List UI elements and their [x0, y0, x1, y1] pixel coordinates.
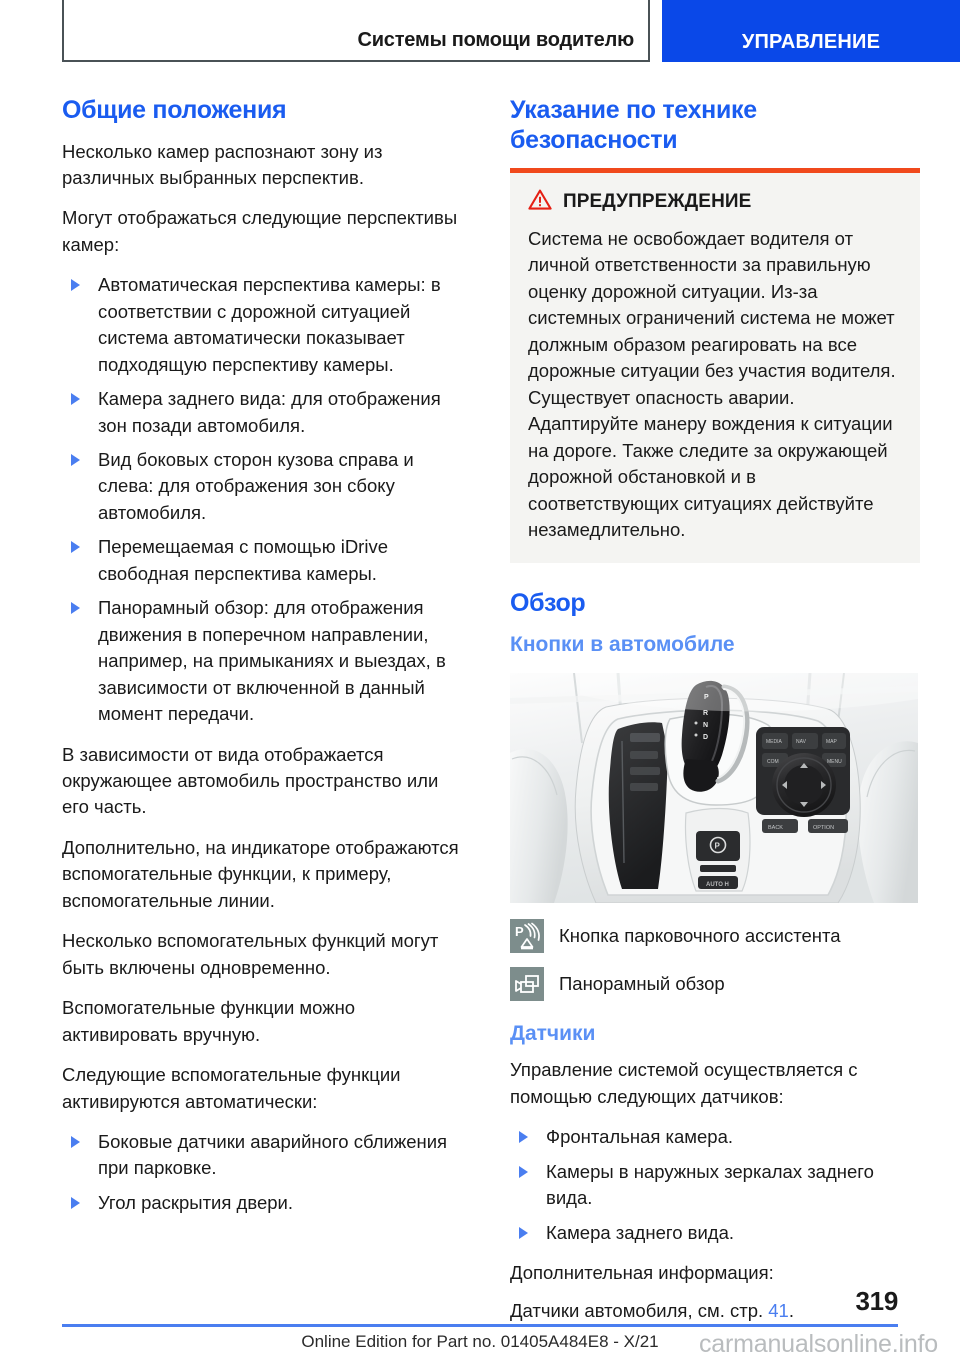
section-heading-safety: Указание по технике безопасности: [510, 96, 757, 154]
list-item: [510, 1124, 910, 1150]
list-item: [62, 447, 462, 526]
panorama-view-icon: [510, 967, 544, 1001]
list-item: [62, 595, 462, 727]
svg-text:P: P: [714, 841, 720, 851]
right-column: [510, 96, 910, 1339]
section-tab-label: УПРАВЛЕНИЕ: [741, 31, 881, 53]
section-heading-overview: Обзор: [510, 589, 586, 618]
paragraph-2: Могут отображаться следующие перспективы камер:: [62, 207, 458, 255]
section-heading-general: Общие положения: [62, 96, 287, 124]
cross-reference-text: Датчики автомобиля, см. стр.: [510, 1300, 769, 1322]
list-item-label: Вид боковых сторон кузова справа и слева: для отображения зон сбоку автомобиля.: [98, 449, 414, 523]
svg-text:P: P: [515, 924, 524, 940]
list-item: [510, 1220, 910, 1246]
warning-box: [510, 168, 920, 563]
paragraph-1: Несколько камер распознают зону из различных выбранных перспектив.: [62, 140, 383, 188]
triangle-bullet-icon: [519, 1227, 528, 1239]
parking-assistant-icon: [510, 919, 544, 953]
chapter-title: Системы помощи водителю: [357, 29, 634, 51]
left-column: [62, 96, 462, 1230]
svg-text:P: P: [704, 694, 709, 702]
list-item-label: Камера заднего вида.: [546, 1221, 735, 1243]
legend-label: Панорамный обзор: [559, 972, 725, 994]
footer-rule: [62, 1324, 898, 1327]
svg-text:OPTION: OPTION: [813, 825, 835, 832]
svg-text:AUTO H: AUTO H: [706, 882, 729, 889]
triangle-bullet-icon: [519, 1131, 528, 1143]
list-item: [62, 1129, 462, 1182]
watermark: carmanualsonline.info: [698, 1330, 938, 1358]
warning-body: Система не освобождает водителя от личной ответственности за правильную оценку дорожной ситуации. Из-за системных ограничений система не может должным образом реагировать на все дорожные ситуации без участия водителя. Существует опасность аварии. Адаптируйте манеру вождения к ситуации на дороге. Также следите за окружающей дорожной обстановкой и в соответствующих ситуациях действуйте незамедлительно.: [528, 228, 896, 540]
page-header: [0, 0, 960, 64]
page-number: 319: [855, 1286, 898, 1316]
svg-text:N: N: [703, 722, 709, 730]
warning-title: ПРЕДУПРЕЖДЕНИЕ: [563, 191, 752, 212]
warning-triangle-icon: [528, 189, 552, 215]
subsection-heading-buttons: Кнопки в автомобиле: [510, 632, 735, 656]
list-item: [510, 1159, 910, 1212]
paragraph-6: Вспомогательные функции можно активировать вручную.: [62, 997, 356, 1045]
more-info-label: Дополнительная информация:: [510, 1262, 774, 1284]
center-console-photo: [510, 673, 918, 903]
svg-text:COM: COM: [767, 759, 779, 766]
photo-legend: [510, 919, 910, 1001]
list-item-label: Камеры в наружных зеркалах заднего вида.: [546, 1160, 874, 1209]
subsection-heading-sensors: Датчики: [510, 1022, 596, 1046]
triangle-bullet-icon: [71, 279, 80, 291]
triangle-bullet-icon: [71, 454, 80, 466]
edition-note: Online Edition for Part no. 01405A484E8 - X/21: [301, 1332, 659, 1351]
paragraph-3: В зависимости от вида отображается окружающее автомобиль пространство или его часть.: [62, 743, 439, 818]
svg-text:MEDIA: MEDIA: [766, 739, 782, 746]
list-item-label: Автоматическая перспектива камеры: в соответствии с дорожной ситуацией система автоматически показывает подходящую перспективу камеры.: [98, 274, 441, 375]
triangle-bullet-icon: [71, 393, 80, 405]
sensors-intro: Управление системой осуществляется с помощью следующих датчиков:: [510, 1059, 858, 1107]
page-footer: [0, 1286, 960, 1362]
list-item-label: Перемещаемая с помощью iDrive свободная перспектива камеры.: [98, 536, 388, 584]
paragraph-5: Несколько вспомогательных функций могут быть включены одновременно.: [62, 930, 439, 978]
list-item-label: Угол раскрытия двери.: [98, 1191, 294, 1213]
triangle-bullet-icon: [71, 1136, 80, 1148]
chapter-title-box: [62, 0, 650, 62]
legend-label: Кнопка парковочного ассистента: [559, 924, 841, 946]
legend-row-parking-assistant: [510, 919, 910, 953]
list-item-label: Панорамный обзор: для отображения движения в поперечном направлении, например, на примыканиях и выездах, в зависимости от включенной в данный момент передачи.: [98, 597, 446, 725]
triangle-bullet-icon: [519, 1166, 528, 1178]
warning-header: [528, 189, 902, 215]
list-item: [62, 534, 462, 587]
cross-reference-suffix: .: [788, 1300, 794, 1322]
sensors-list: [510, 1124, 910, 1246]
svg-text:MENU: MENU: [827, 759, 842, 766]
list-item-label: Боковые датчики аварийного сближения при парковке.: [98, 1131, 448, 1179]
camera-perspectives-list: [62, 272, 462, 727]
svg-text:BACK: BACK: [768, 825, 783, 832]
list-item: [62, 386, 462, 439]
triangle-bullet-icon: [71, 1197, 80, 1209]
paragraph-4: Дополнительно, на индикаторе отображаются вспомогательные функции, к примеру, вспомогательные линии.: [62, 836, 459, 911]
list-item-label: Камера заднего вида: для отображения зон позади автомобиля.: [98, 388, 441, 436]
auto-functions-list: [62, 1129, 462, 1216]
svg-text:MAP: MAP: [826, 739, 837, 746]
triangle-bullet-icon: [71, 541, 80, 553]
list-item: [62, 1190, 462, 1216]
cross-reference-page-link[interactable]: 41: [768, 1300, 789, 1322]
paragraph-7: Следующие вспомогательные функции активируются автоматически:: [62, 1064, 401, 1112]
list-item-label: Фронтальная камера.: [546, 1126, 734, 1148]
svg-text:D: D: [703, 734, 709, 742]
triangle-bullet-icon: [71, 602, 80, 614]
svg-text:R: R: [703, 710, 709, 718]
legend-row-panorama-view: [510, 967, 910, 1001]
svg-text:NAV: NAV: [796, 739, 806, 746]
list-item: [62, 272, 462, 378]
section-tab-operation: [662, 0, 960, 62]
